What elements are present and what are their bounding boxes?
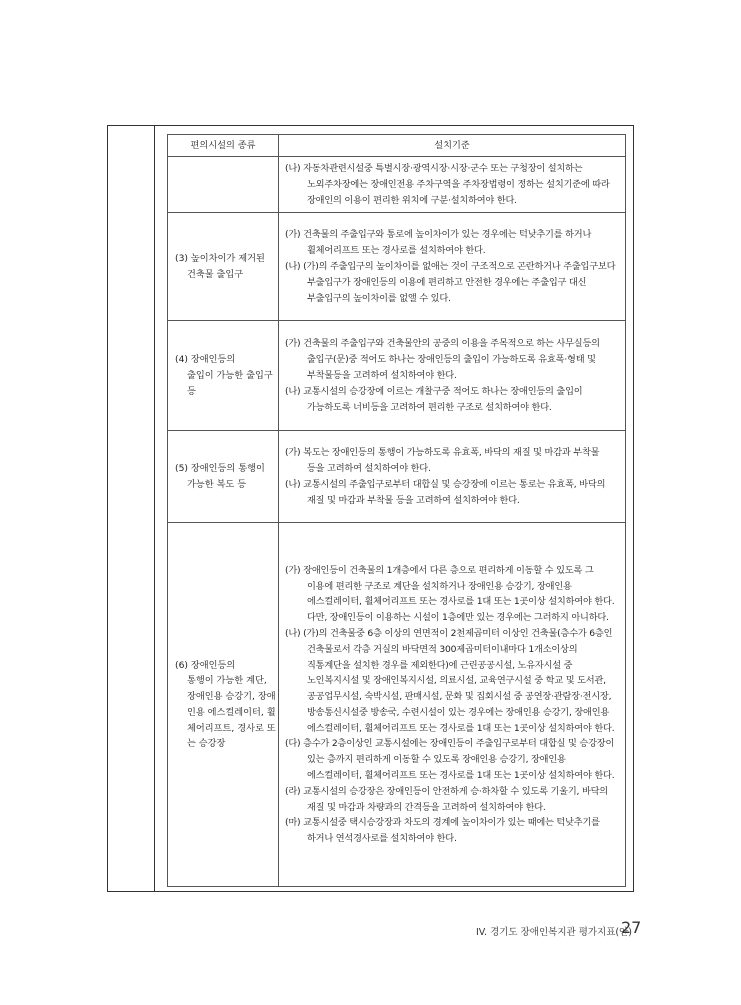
standard-item: (다) 층수가 2층이상인 교통시설에는 장애인등이 주출입구로부터 대합실 및 승강장이 있는 층까지 편리하게 이동할 수 있도록 장애인용 승강기, 장애인용 에스컬레이터, 휠체어리프트 또는 경사로를 1대 또는 1곳이상 설치하여야 한다. xyxy=(285,738,615,782)
header-install-standard: 설치기준 xyxy=(279,135,626,157)
install-standard-cell xyxy=(279,321,626,431)
standard-item: (가) 복도는 장애인등의 통행이 가능하도록 유효폭, 바닥의 재질 및 마감과 부착물 등을 고려하여 설치하여야 한다. xyxy=(285,447,600,475)
table-row xyxy=(168,431,626,523)
standard-item: (라) 교통시설의 승강장은 장애인등이 안전하게 승·하차할 수 있도록 기울기, 바닥의 재질 및 마감과 차량과의 간격등을 고려하여 설치하여야 한다. xyxy=(285,785,608,813)
facility-type-cell xyxy=(168,523,279,887)
facility-type-cell xyxy=(168,431,279,523)
facility-type-cell xyxy=(168,213,279,321)
facility-type-title: (6) 장애인등의 xyxy=(175,659,236,671)
table-row xyxy=(168,321,626,431)
standard-item: (가) 건축물의 주출입구와 통로에 높이차이가 있는 경우에는 턱낮추기를 하거나 휠체어리프트 또는 경사로를 설치하여야 한다. xyxy=(285,229,592,257)
standard-item: (나) 교통시설의 주출입구로부터 대합실 및 승강장에 이르는 통로는 유효폭, 바닥의 재질 및 마감과 부착물 등을 고려하여 설치하여야 한다. xyxy=(285,478,606,506)
standard-item: (가) 장애인등이 건축물의 1개층에서 다른 층으로 편리하게 이동할 수 있도록 그 이용에 편리한 구조로 계단을 설치하거나 장애인용 승강기, 장애인용 에스컬레이터, 휠체어리프트 또는 경사로를 1대 또는 1곳이상 설치하여야 한다. 다만, 장애인등이 이용하는 시설이 1층에만 있는 경우에는 그러하지 아니하다. xyxy=(285,564,615,624)
facility-type-title: (4) 장애인등의 xyxy=(175,354,236,366)
page-number: 27 xyxy=(621,918,642,937)
facility-type-cell xyxy=(168,157,279,213)
standard-item: (나) 자동차관련시설중 특별시장·광역시장·시장·군수 또는 구청장이 설치하는 노외주차장에는 장애인전용 주차구역을 주차장법령이 정하는 설치기준에 따라 장애인의 이용이 편리한 위치에 구분·설치하여야 한다. xyxy=(285,163,610,206)
facility-type-subtitle: 건축물 출입구 xyxy=(187,268,244,280)
table-row xyxy=(168,157,626,213)
facility-standards-table xyxy=(167,134,626,887)
facility-type-subtitle: 가능한 복도 등 xyxy=(187,478,247,490)
install-standard-cell xyxy=(279,523,626,887)
facility-type-cell xyxy=(168,321,279,431)
header-facility-type: 편의시설의 종류 xyxy=(168,135,279,157)
standard-item: (나) (가)의 건축물중 6층 이상의 연면적이 2천제곱미터 이상인 건축물(층수가 6층인 건축물로서 각층 거실의 바닥면적 300제곱미터이내마다 1개소이상의 직통계단을 설치한 경우를 제외한다)에 근린공공시설, 노유자시설 중 노인복지시설 및 장애인복지시설, 의료시설, 교육연구시설 중 학교 및 도서관, 공공업무시설, 숙박시설, 판매시설, 문화 및 집회시설 중 공연장·관람장·전시장, 방송통신시설중 방송국, 수련시설이 있는 경우에는 장애인용 승강기, 장애인용 에스컬레이터, 휠체어리프트 또는 경사로를 1대 또는 1곳이상 설치하여야 한다. xyxy=(285,627,615,734)
install-standard-cell xyxy=(279,157,626,213)
install-standard-cell xyxy=(279,213,626,321)
standard-item: (가) 건축물의 주출입구와 건축물안의 공중의 이용을 주목적으로 하는 사무실등의 출입구(문)중 적어도 하나는 장애인등의 출입이 가능하도록 유효폭·형태 및 부착물등을 고려하여 설치하여야 한다. xyxy=(285,338,600,381)
footer-title: IV. 경기도 장애인복지관 평가지표(안) xyxy=(475,927,632,938)
standard-item: (마) 교통시설중 택시승강장과 차도의 경계에 높이차이가 있는 때에는 턱낮추기를 하거나 연석경사로를 설치하여야 한다. xyxy=(285,817,600,845)
table-row xyxy=(168,213,626,321)
facility-type-subtitle: 출입이 가능한 출입구 등 xyxy=(187,369,273,397)
facility-type-title: (3) 높이차이가 제거된 xyxy=(175,253,265,265)
frame-divider xyxy=(154,125,155,892)
facility-type-title: (5) 장애인등의 통행이 xyxy=(175,463,265,475)
install-standard-cell xyxy=(279,431,626,523)
standard-item: (나) 교통시설의 승강장에 이르는 개찰구중 적어도 하나는 장애인등의 출입이 가능하도록 너비등을 고려하여 편리한 구조로 설치하여야 한다. xyxy=(285,385,583,413)
standard-item: (나) (가)의 주출입구의 높이차이를 없애는 것이 구조적으로 곤란하거나 주출입구보다 부출입구가 장애인등의 이용에 편리하고 안전한 경우에는 주출입구 대신 부출입구의 높이차이를 없앨 수 있다. xyxy=(285,260,616,304)
table-row xyxy=(168,523,626,887)
table-header-row xyxy=(168,135,626,157)
facility-type-subtitle: 통행이 가능한 계단, 장애인용 승강기, 장애인용 에스컬레이터, 휠체어리프트, 경사로 또는 승강장 xyxy=(187,675,276,750)
